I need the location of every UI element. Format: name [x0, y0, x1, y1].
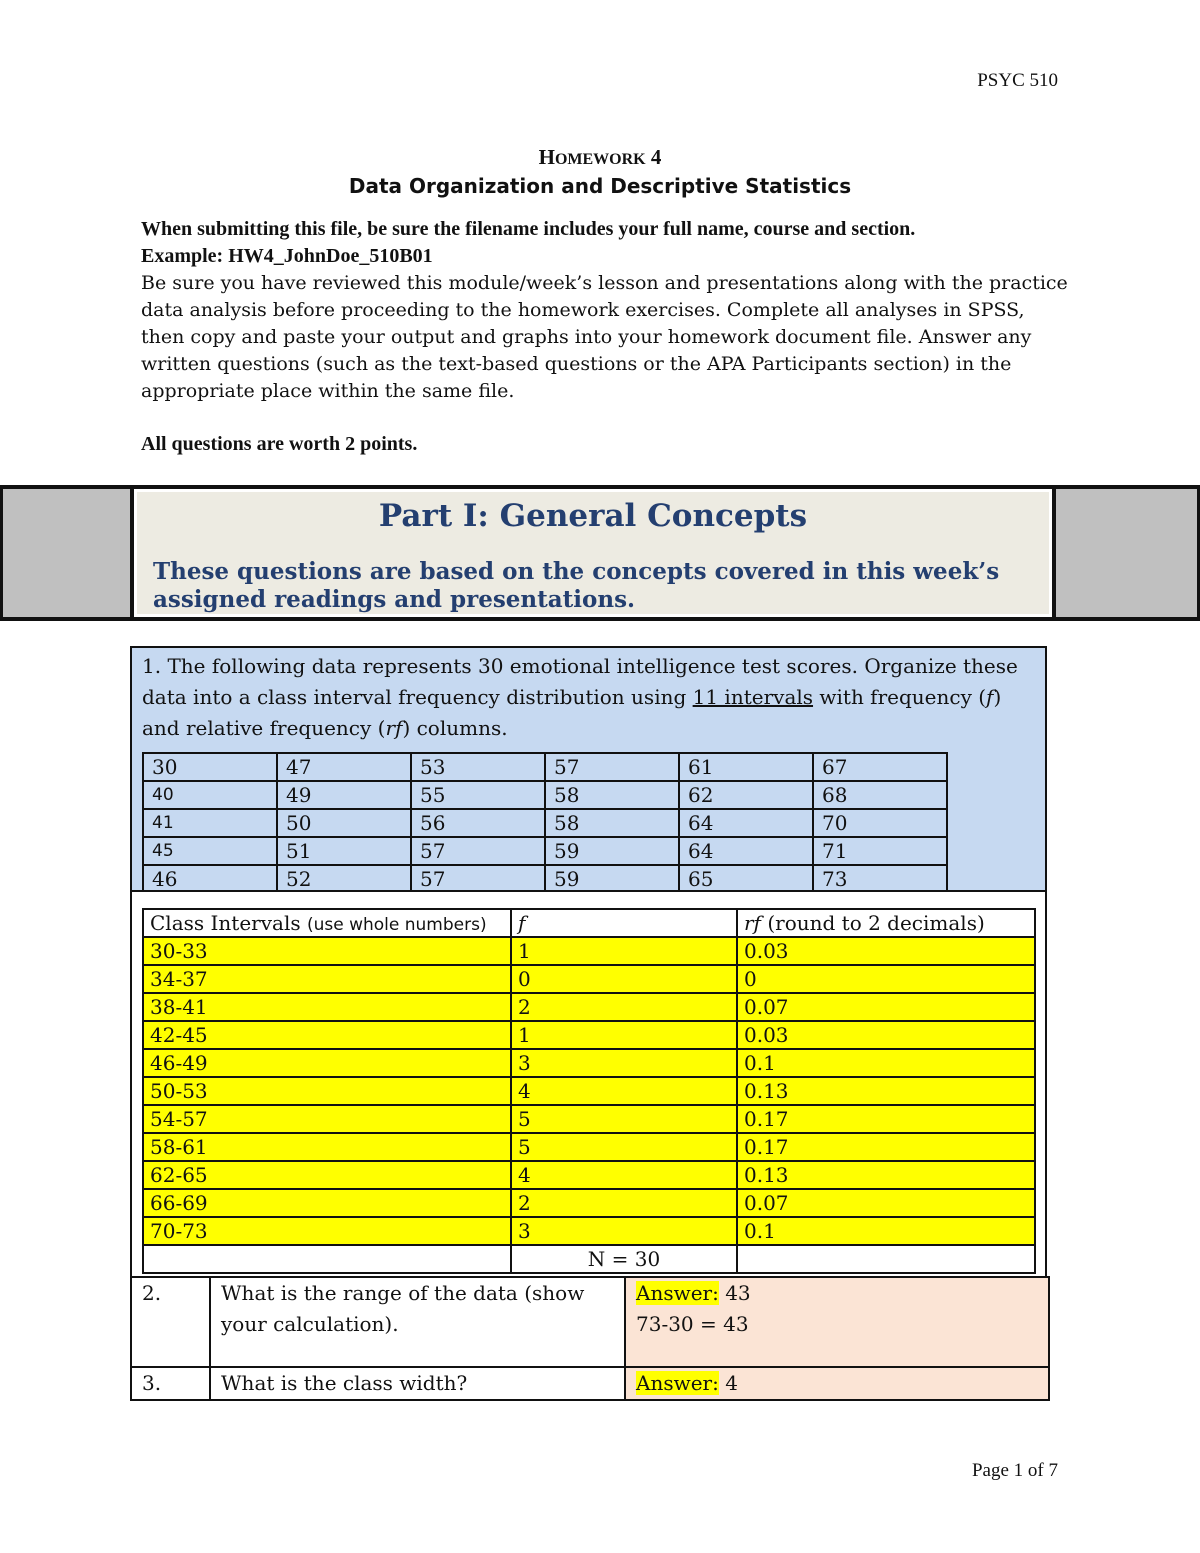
frequency-cell[interactable]: 4 [511, 1161, 737, 1189]
scores-row [143, 809, 947, 837]
question-row [131, 1277, 1049, 1367]
score-cell: 41 [143, 809, 277, 837]
score-cell: 47 [277, 753, 411, 781]
score-cell: 58 [545, 781, 679, 809]
q1-rf-symbol: rf [385, 716, 403, 740]
score-cell: 40 [143, 781, 277, 809]
frequency-row [143, 1133, 1035, 1161]
question-1-text [142, 651, 1037, 744]
score-cell: 65 [679, 865, 813, 893]
class-interval-cell[interactable]: 46-49 [143, 1049, 511, 1077]
frequency-cell[interactable]: 5 [511, 1133, 737, 1161]
question-row [131, 1367, 1049, 1400]
frequency-cell[interactable]: 2 [511, 993, 737, 1021]
score-cell: 30 [143, 753, 277, 781]
score-cell: 50 [277, 809, 411, 837]
answer-label: Answer: [636, 1371, 719, 1395]
header-rf-note: (round to 2 decimals) [760, 911, 985, 935]
score-cell: 46 [143, 865, 277, 893]
frequency-row [143, 993, 1035, 1021]
instructions-text: Be sure you have reviewed this module/week’s lesson and presentations along with the practice data analysis before proceeding to the homework exercises. Complete all analyses in SPSS, then copy and paste your output and graphs into your homework document file. Answer any written questions (such as the text-based questions or the APA Participants section) in the appropriate place within the same file. [141, 272, 1068, 402]
relative-frequency-cell[interactable]: 0.07 [737, 1189, 1035, 1217]
banner-content [134, 489, 1052, 617]
part1-description: These questions are based on the concepts covered in this week’s assigned readings and presentations. [153, 558, 1000, 613]
header-relative-frequency [737, 909, 1035, 937]
scores-row [143, 753, 947, 781]
scores-table [142, 752, 948, 894]
part1-banner [0, 485, 1200, 621]
frequency-row [143, 1077, 1035, 1105]
score-cell: 57 [545, 753, 679, 781]
scores-row [143, 837, 947, 865]
frequency-table-header [143, 909, 1035, 937]
frequency-section [130, 892, 1047, 1278]
frequency-row [143, 1189, 1035, 1217]
scores-row [143, 865, 947, 893]
relative-frequency-cell[interactable]: 0.1 [737, 1217, 1035, 1245]
score-cell: 49 [277, 781, 411, 809]
frequency-row [143, 1105, 1035, 1133]
relative-frequency-cell[interactable]: 0.13 [737, 1077, 1035, 1105]
banner-left-shade [0, 489, 134, 617]
score-cell: 45 [143, 837, 277, 865]
frequency-cell[interactable]: 0 [511, 965, 737, 993]
frequency-cell[interactable]: 5 [511, 1105, 737, 1133]
homework-subtitle: Data Organization and Descriptive Statistics [348, 174, 852, 198]
homework-title-initial: H [538, 145, 555, 169]
total-n-cell: N = 30 [511, 1245, 737, 1273]
class-interval-cell[interactable]: 58-61 [143, 1133, 511, 1161]
answer-cell[interactable] [625, 1367, 1049, 1400]
class-interval-cell[interactable]: 66-69 [143, 1189, 511, 1217]
q1-text-part: ) and relative frequency ( [142, 685, 1002, 740]
total-empty-cell [143, 1245, 511, 1273]
answer-cell[interactable] [625, 1277, 1049, 1367]
header-class-intervals-label: Class Intervals [150, 911, 307, 935]
score-cell: 58 [545, 809, 679, 837]
frequency-table [142, 908, 1036, 1274]
frequency-row [143, 1049, 1035, 1077]
total-empty-cell [737, 1245, 1035, 1273]
questions-table [130, 1276, 1050, 1401]
class-interval-cell[interactable]: 34-37 [143, 965, 511, 993]
answer-label: Answer: [636, 1281, 719, 1305]
relative-frequency-cell[interactable]: 0.17 [737, 1133, 1035, 1161]
frequency-row [143, 965, 1035, 993]
course-header: PSYC 510 [977, 70, 1058, 91]
class-interval-cell[interactable]: 62-65 [143, 1161, 511, 1189]
score-cell: 59 [545, 837, 679, 865]
score-cell: 70 [813, 809, 947, 837]
homework-title [0, 145, 1200, 170]
score-cell: 71 [813, 837, 947, 865]
class-interval-cell[interactable]: 70-73 [143, 1217, 511, 1245]
header-f-symbol: f [518, 911, 526, 935]
q1-text-part: 1. The following data represents 30 emotional intelligence test scores. Organize these data into a class interval frequency distribution using [142, 654, 1018, 709]
class-interval-cell[interactable]: 42-45 [143, 1021, 511, 1049]
class-interval-cell[interactable]: 50-53 [143, 1077, 511, 1105]
answer-line [636, 1278, 1048, 1309]
q1-intervals-emphasis: 11 intervals [692, 685, 814, 709]
relative-frequency-cell[interactable]: 0.13 [737, 1161, 1035, 1189]
question-1-box [130, 646, 1047, 892]
score-cell: 62 [679, 781, 813, 809]
frequency-cell[interactable]: 2 [511, 1189, 737, 1217]
question-text: What is the range of the data (show your calculation). [210, 1277, 625, 1367]
score-cell: 56 [411, 809, 545, 837]
scores-row [143, 781, 947, 809]
question-number: 3. [131, 1367, 210, 1400]
homework-title-rest: OMEWORK [554, 151, 646, 168]
frequency-total-row [143, 1245, 1035, 1273]
score-cell: 68 [813, 781, 947, 809]
score-cell: 67 [813, 753, 947, 781]
answer-work: 73-30 = 43 [636, 1312, 749, 1336]
score-cell: 51 [277, 837, 411, 865]
q1-text-part: ) columns. [402, 716, 508, 740]
submit-note: When submitting this file, be sure the filename includes your full name, course and section. [141, 218, 916, 240]
q1-text-part: with frequency ( [813, 685, 987, 709]
score-cell: 57 [411, 837, 545, 865]
filename-example: Example: HW4_JohnDoe_510B01 [141, 245, 433, 267]
page-number: Page 1 of 7 [971, 1460, 1058, 1481]
class-interval-cell[interactable]: 30-33 [143, 937, 511, 965]
relative-frequency-cell[interactable]: 0.1 [737, 1049, 1035, 1077]
header-class-intervals-note: (use whole numbers) [306, 915, 487, 935]
header-frequency [511, 909, 737, 937]
score-cell: 64 [679, 837, 813, 865]
answer-value: 4 [718, 1371, 738, 1395]
intro-section [141, 216, 1071, 405]
relative-frequency-cell[interactable]: 0.17 [737, 1105, 1035, 1133]
q1-f-symbol: f [986, 685, 994, 709]
frequency-cell[interactable]: 1 [511, 937, 737, 965]
score-cell: 52 [277, 865, 411, 893]
question-number: 2. [131, 1277, 210, 1367]
part1-title: Part I: General Concepts [378, 498, 808, 534]
frequency-cell[interactable]: 3 [511, 1049, 737, 1077]
frequency-row [143, 937, 1035, 965]
relative-frequency-cell[interactable]: 0.03 [737, 937, 1035, 965]
relative-frequency-cell[interactable]: 0.07 [737, 993, 1035, 1021]
frequency-cell[interactable]: 1 [511, 1021, 737, 1049]
score-cell: 61 [679, 753, 813, 781]
score-cell: 55 [411, 781, 545, 809]
class-interval-cell[interactable]: 54-57 [143, 1105, 511, 1133]
homework-number: 4 [645, 145, 662, 169]
points-note: All questions are worth 2 points. [141, 433, 418, 455]
class-interval-cell[interactable]: 38-41 [143, 993, 511, 1021]
frequency-row [143, 1021, 1035, 1049]
score-cell: 64 [679, 809, 813, 837]
answer-value: 43 [718, 1281, 751, 1305]
header-rf-symbol: rf [744, 911, 761, 935]
score-cell: 73 [813, 865, 947, 893]
frequency-row [143, 1217, 1035, 1245]
score-cell: 59 [545, 865, 679, 893]
relative-frequency-cell[interactable]: 0.03 [737, 1021, 1035, 1049]
frequency-cell[interactable]: 4 [511, 1077, 737, 1105]
banner-right-shade [1052, 489, 1200, 617]
score-cell: 57 [411, 865, 545, 893]
relative-frequency-cell[interactable]: 0 [737, 965, 1035, 993]
frequency-cell[interactable]: 3 [511, 1217, 737, 1245]
answer-line [636, 1368, 1048, 1399]
question-text: What is the class width? [210, 1367, 625, 1400]
header-class-intervals [143, 909, 511, 937]
frequency-row [143, 1161, 1035, 1189]
score-cell: 53 [411, 753, 545, 781]
